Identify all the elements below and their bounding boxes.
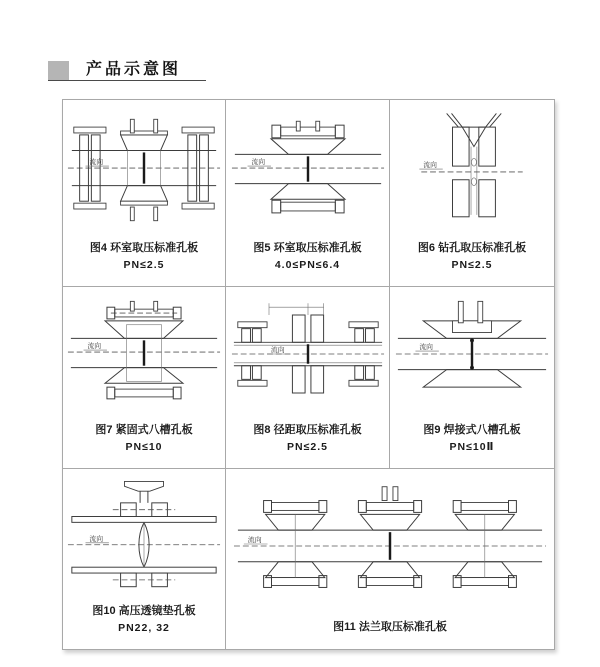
fig5-caption: 图5 环室取压标准孔板	[253, 241, 362, 254]
orifice-lens-gasket-diagram	[66, 473, 222, 599]
orifice-annular-chamber-hp-diagram	[230, 104, 386, 236]
cell-fig6	[390, 100, 554, 287]
cell-fig8	[226, 287, 390, 469]
fig8-drawing	[226, 287, 389, 422]
fig10-flow-label: 流向	[89, 535, 104, 543]
orifice-welded-groove-diagram	[394, 290, 550, 418]
fig7-flow-label: 流向	[87, 343, 102, 351]
page-title: 产品示意图	[86, 61, 182, 78]
header-underline	[48, 80, 206, 81]
fig7-pn: PN≤10	[125, 441, 163, 454]
orifice-annular-chamber-diagram	[66, 104, 222, 236]
fig9-caption: 图9 焊接式八槽孔板	[423, 423, 521, 436]
fig8-pn: PN≤2.5	[287, 441, 328, 454]
cell-fig4	[63, 100, 226, 287]
fig9-drawing	[390, 287, 554, 422]
fig11-flow-label: 流向	[247, 537, 262, 545]
cell-fig11	[226, 469, 554, 649]
figure-grid	[62, 99, 555, 650]
fig6-caption: 图6 钻孔取压标准孔板	[417, 241, 527, 254]
orifice-dd2-tap-diagram	[230, 290, 386, 418]
fig4-caption: 图4 环室取压标准孔板	[89, 241, 199, 254]
fig10-drawing	[63, 469, 225, 603]
fig10-caption: 图10 高压透镜垫孔板	[92, 604, 196, 617]
fig11-caption: 图11 法兰取压标准孔板	[333, 621, 447, 634]
fig5-pn: 4.0≤PN≤6.4	[274, 259, 341, 272]
fig4-drawing	[63, 100, 225, 240]
fig8-flow-label: 流向	[270, 347, 285, 355]
orifice-fastened-groove-diagram	[66, 290, 222, 418]
cell-fig5	[226, 100, 390, 287]
fig10-pn: PN22, 32	[118, 622, 170, 635]
fig6-flow-label: 流向	[423, 161, 437, 169]
fig11-drawing	[226, 469, 554, 619]
orifice-drilled-tap-diagram	[394, 104, 550, 236]
fig7-drawing	[63, 287, 225, 422]
cell-fig9	[390, 287, 554, 469]
fig4-flow-label: 流向	[89, 158, 104, 166]
orifice-flange-tap-diagram	[232, 481, 548, 607]
cell-fig7	[63, 287, 226, 469]
fig6-drawing	[390, 100, 554, 240]
header-bullet-square	[48, 61, 69, 80]
fig4-pn: PN≤2.5	[123, 259, 165, 272]
fig7-caption: 图7 紧固式八槽孔板	[95, 423, 193, 436]
fig9-pn: PN≤10Ⅱ	[449, 441, 495, 454]
fig5-drawing	[226, 100, 389, 240]
cell-fig10	[63, 469, 226, 649]
fig5-flow-label: 流向	[250, 158, 265, 166]
fig8-caption: 图8 径距取压标准孔板	[253, 423, 362, 436]
fig9-flow-label: 流向	[419, 344, 433, 352]
fig6-pn: PN≤2.5	[451, 259, 493, 272]
